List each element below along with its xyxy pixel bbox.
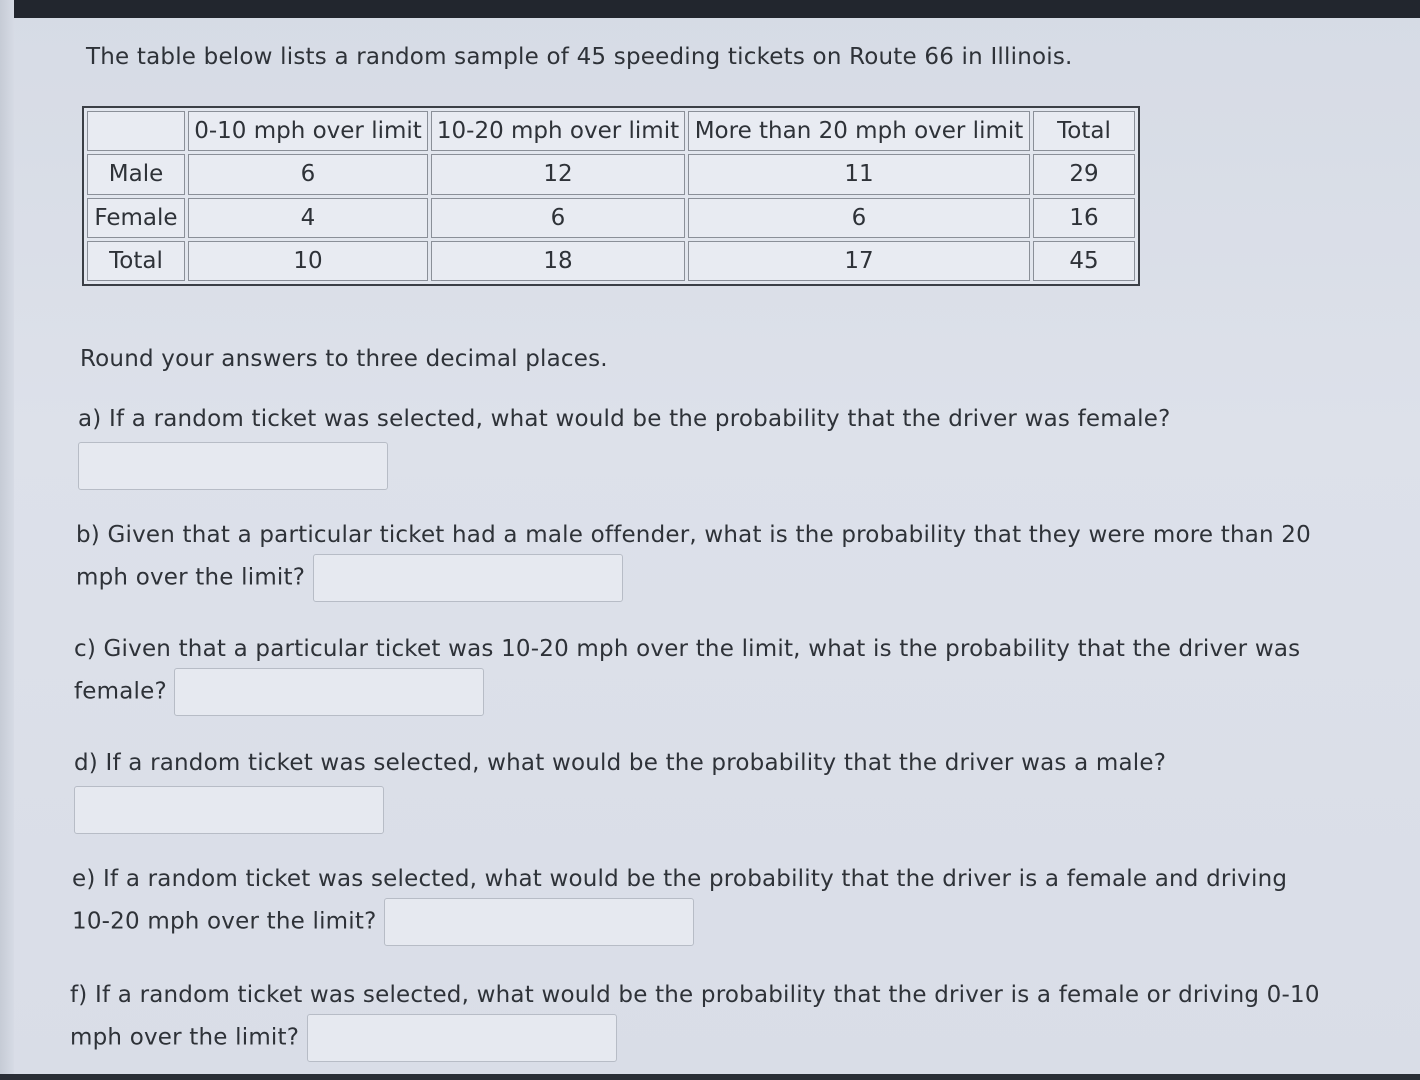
table-cell: 16	[1033, 198, 1135, 238]
table-header-cell: Total	[1033, 111, 1135, 151]
question-c	[74, 630, 1300, 716]
table-cell: 10	[188, 241, 428, 281]
answer-f-input[interactable]	[307, 1014, 617, 1062]
table-row	[87, 154, 1135, 194]
question-a-text: a) If a random ticket was selected, what would be the probability that the driver was female?	[78, 406, 1171, 432]
table-row	[87, 198, 1135, 238]
question-c-text-line1: c) Given that a particular ticket was 10-20 mph over the limit, what is the probability that the driver was	[74, 636, 1301, 662]
table-cell: 11	[688, 154, 1030, 194]
table-cell: 6	[188, 154, 428, 194]
table-header-row	[87, 111, 1135, 151]
table-cell: 29	[1033, 154, 1135, 194]
monitor-bezel-top	[0, 0, 1420, 18]
monitor-bezel-left	[0, 0, 14, 1080]
question-b-text-line1: b) Given that a particular ticket had a male offender, what is the probability that they were more than 20	[76, 522, 1311, 548]
row-label: Male	[87, 154, 185, 194]
table-cell: 4	[188, 198, 428, 238]
question-e	[72, 860, 1287, 946]
monitor-bezel-bottom	[0, 1074, 1420, 1080]
question-f-text-line2: mph over the limit?	[70, 1024, 300, 1051]
table-cell: 6	[688, 198, 1030, 238]
question-a	[78, 400, 1171, 490]
intro-text: The table below lists a random sample of 45 speeding tickets on Route 66 in Illinois.	[86, 44, 1073, 70]
speeding-tickets-table	[82, 106, 1140, 286]
answer-e-input[interactable]	[384, 898, 694, 946]
question-b	[76, 516, 1311, 602]
table-header-cell: More than 20 mph over limit	[688, 111, 1030, 151]
question-d	[74, 744, 1166, 834]
question-e-text-line1: e) If a random ticket was selected, what would be the probability that the driver is a female and driving	[72, 866, 1288, 892]
table-cell: 17	[688, 241, 1030, 281]
question-b-text-line2: mph over the limit?	[76, 564, 306, 591]
question-c-text-line2: female?	[74, 678, 167, 705]
instruction-text: Round your answers to three decimal places.	[80, 346, 608, 372]
answer-a-input[interactable]	[78, 442, 388, 490]
question-d-text: d) If a random ticket was selected, what would be the probability that the driver was a male?	[74, 750, 1167, 776]
question-e-text-line2: 10-20 mph over the limit?	[72, 908, 377, 935]
table-cell: 18	[431, 241, 685, 281]
table-row	[87, 241, 1135, 281]
row-label: Female	[87, 198, 185, 238]
answer-b-input[interactable]	[313, 554, 623, 602]
table-cell: 12	[431, 154, 685, 194]
table-header-cell	[87, 111, 185, 151]
table-cell: 45	[1033, 241, 1135, 281]
table-header-cell: 0-10 mph over limit	[188, 111, 428, 151]
answer-c-input[interactable]	[174, 668, 484, 716]
row-label: Total	[87, 241, 185, 281]
table-header-cell: 10-20 mph over limit	[431, 111, 685, 151]
answer-d-input[interactable]	[74, 786, 384, 834]
table-cell: 6	[431, 198, 685, 238]
question-f-text-line1: f) If a random ticket was selected, what would be the probability that the driver is a female or driving 0-10	[70, 982, 1320, 1008]
question-f	[70, 976, 1320, 1062]
